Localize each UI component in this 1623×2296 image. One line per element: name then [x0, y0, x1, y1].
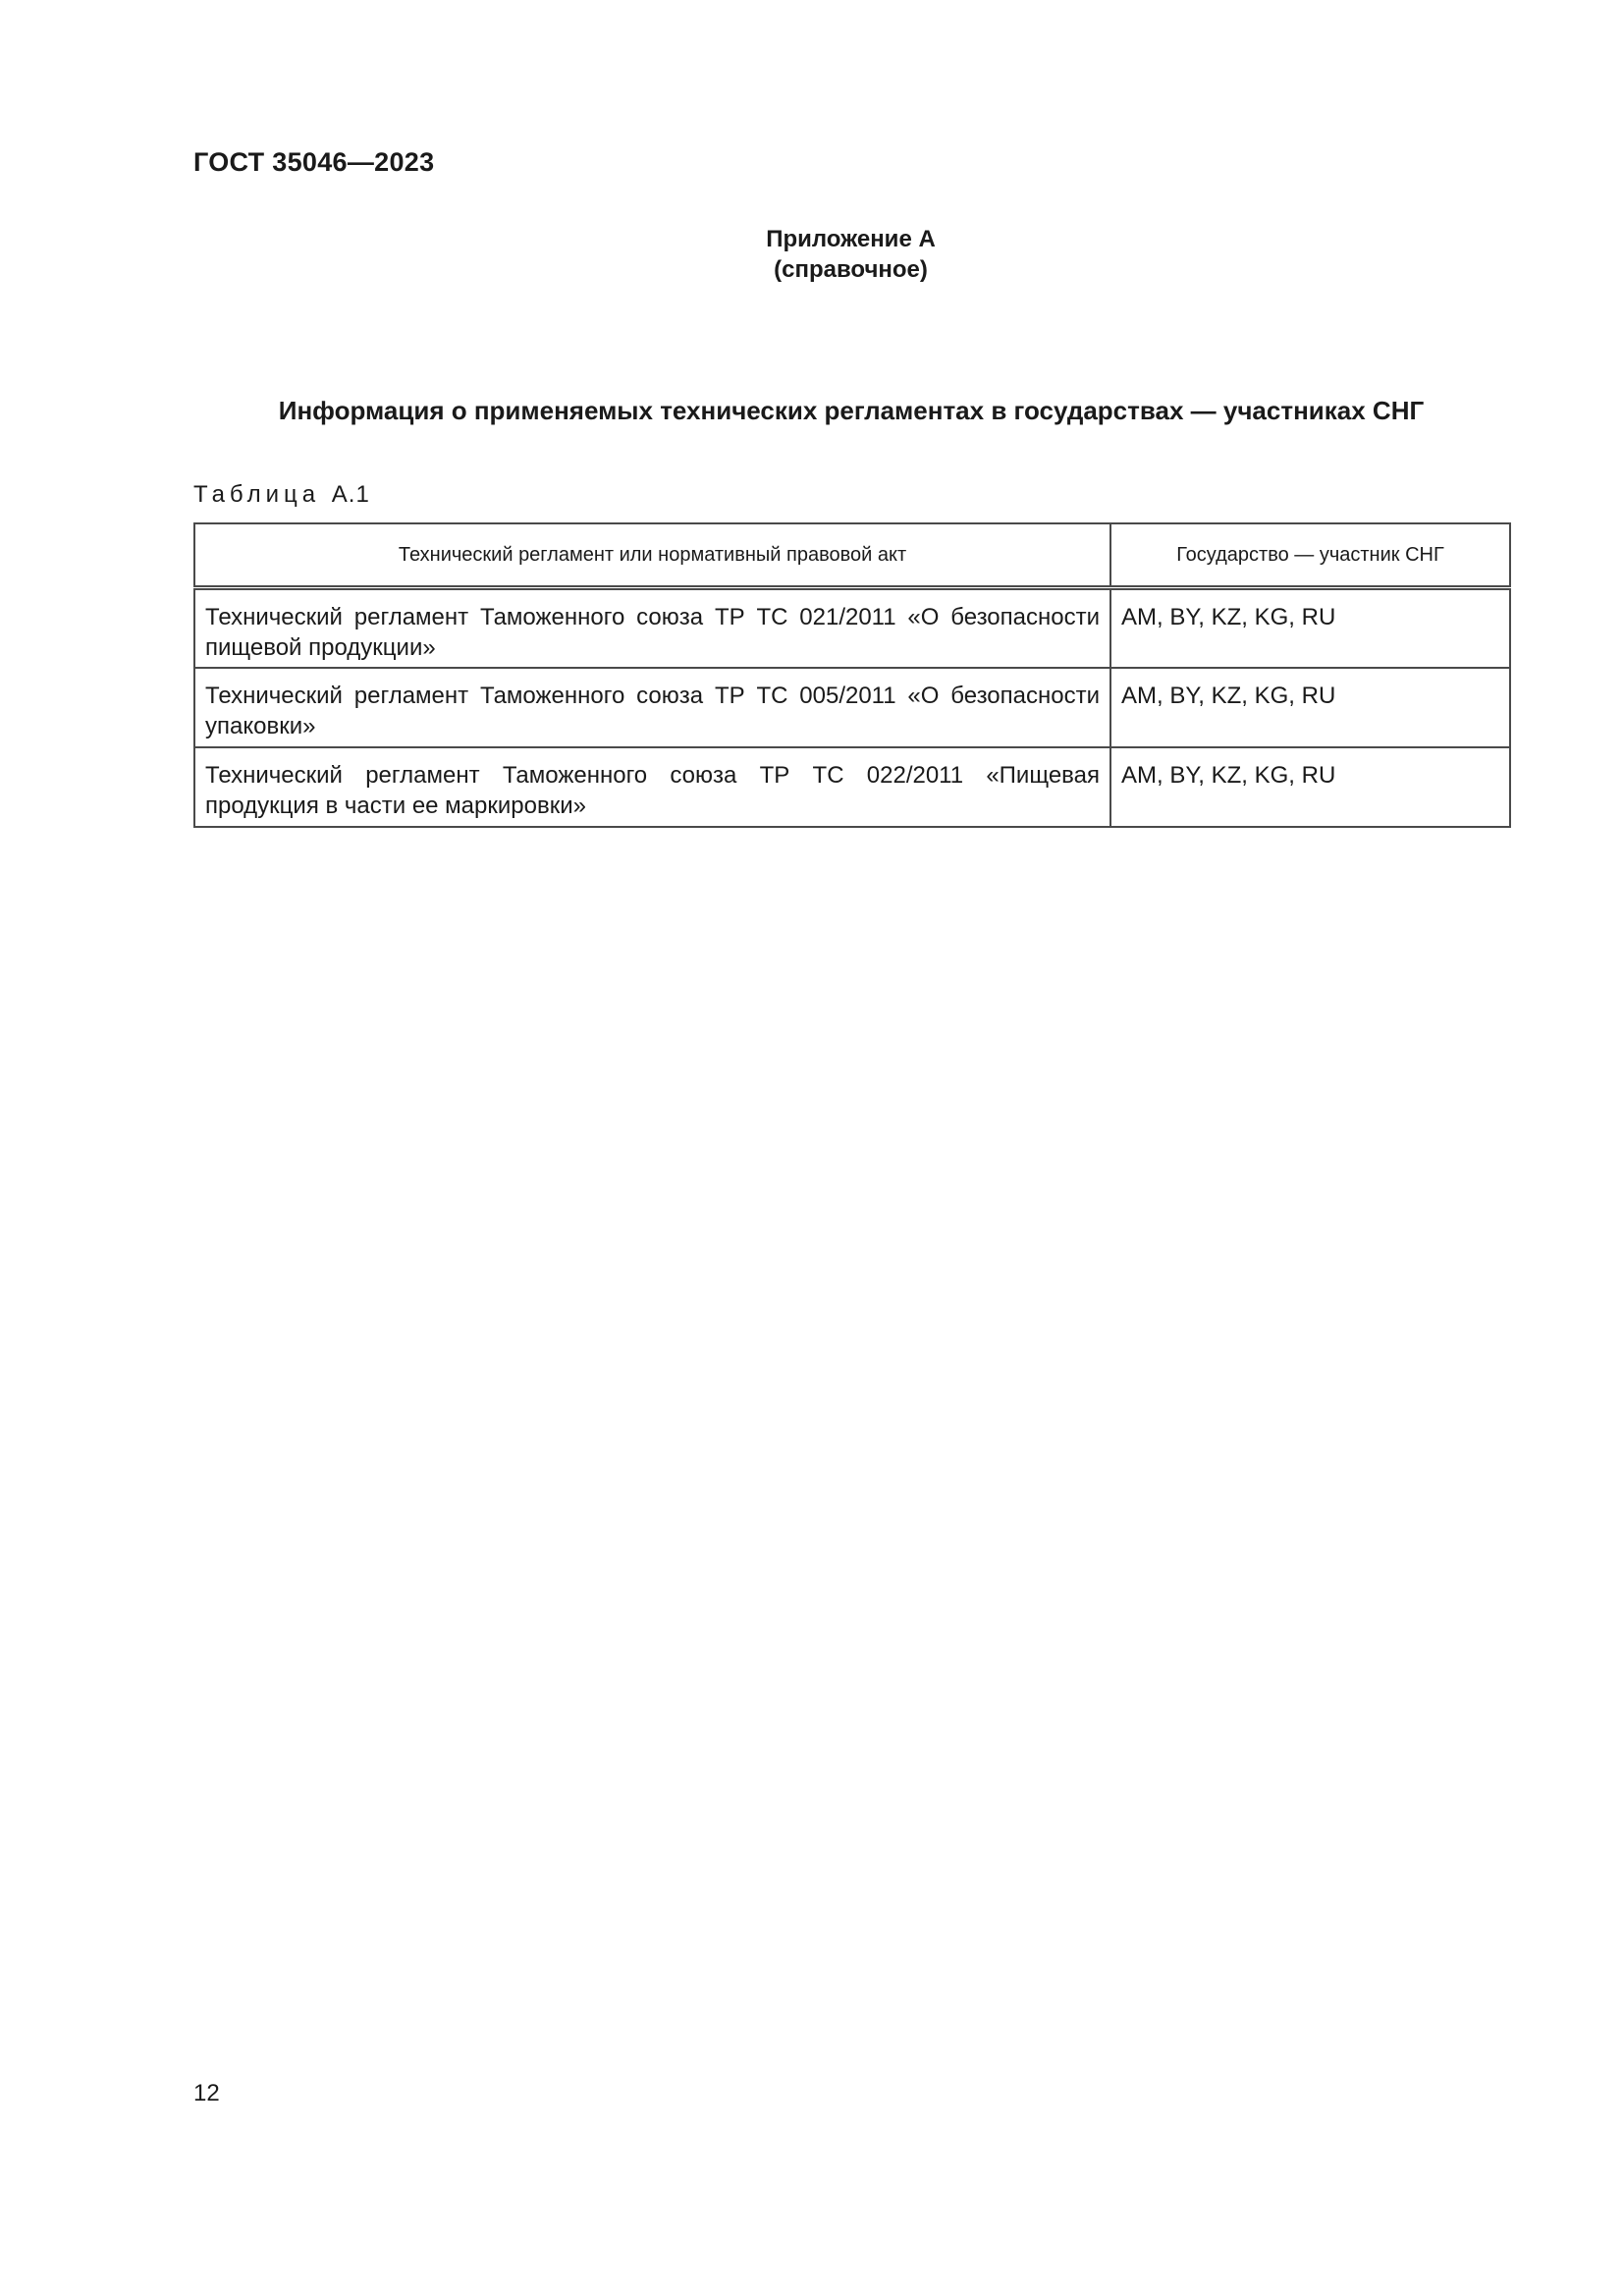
- table-header-row: [194, 523, 1510, 588]
- act-cell: Технический регламент Таможенного союза ТР ТС 005/2011 «О безопасности упаковки»: [194, 668, 1110, 747]
- table-row: [194, 588, 1510, 668]
- act-cell: Технический регламент Таможенного союза ТР ТС 021/2011 «О безопасности пищевой продукции»: [194, 588, 1110, 668]
- section-heading: Информация о применяемых технических регламентах в государствах — участниках СНГ: [278, 396, 1425, 425]
- document-code: ГОСТ 35046—2023: [193, 147, 435, 177]
- table-caption-number: А.1: [331, 481, 370, 508]
- table-caption-word: Таблица: [193, 481, 321, 508]
- states-cell: AM, BY, KZ, KG, RU: [1110, 668, 1510, 747]
- appendix-subtitle: (справочное): [774, 256, 928, 283]
- header-act: Технический регламент или нормативный правовой акт: [194, 523, 1110, 588]
- act-cell: Технический регламент Таможенного союза ТР ТС 022/2011 «Пищевая продукция в части ее маркировки»: [194, 747, 1110, 827]
- table-caption: [193, 481, 370, 509]
- page-number: 12: [193, 2080, 220, 2106]
- appendix-block: [0, 224, 1623, 285]
- appendix-title: Приложение А: [766, 226, 936, 252]
- table-row: [194, 747, 1510, 827]
- regulations-table: [193, 522, 1511, 828]
- table-row: [194, 668, 1510, 747]
- states-cell: AM, BY, KZ, KG, RU: [1110, 747, 1510, 827]
- states-cell: AM, BY, KZ, KG, RU: [1110, 588, 1510, 668]
- header-state: Государство — участник СНГ: [1110, 523, 1510, 588]
